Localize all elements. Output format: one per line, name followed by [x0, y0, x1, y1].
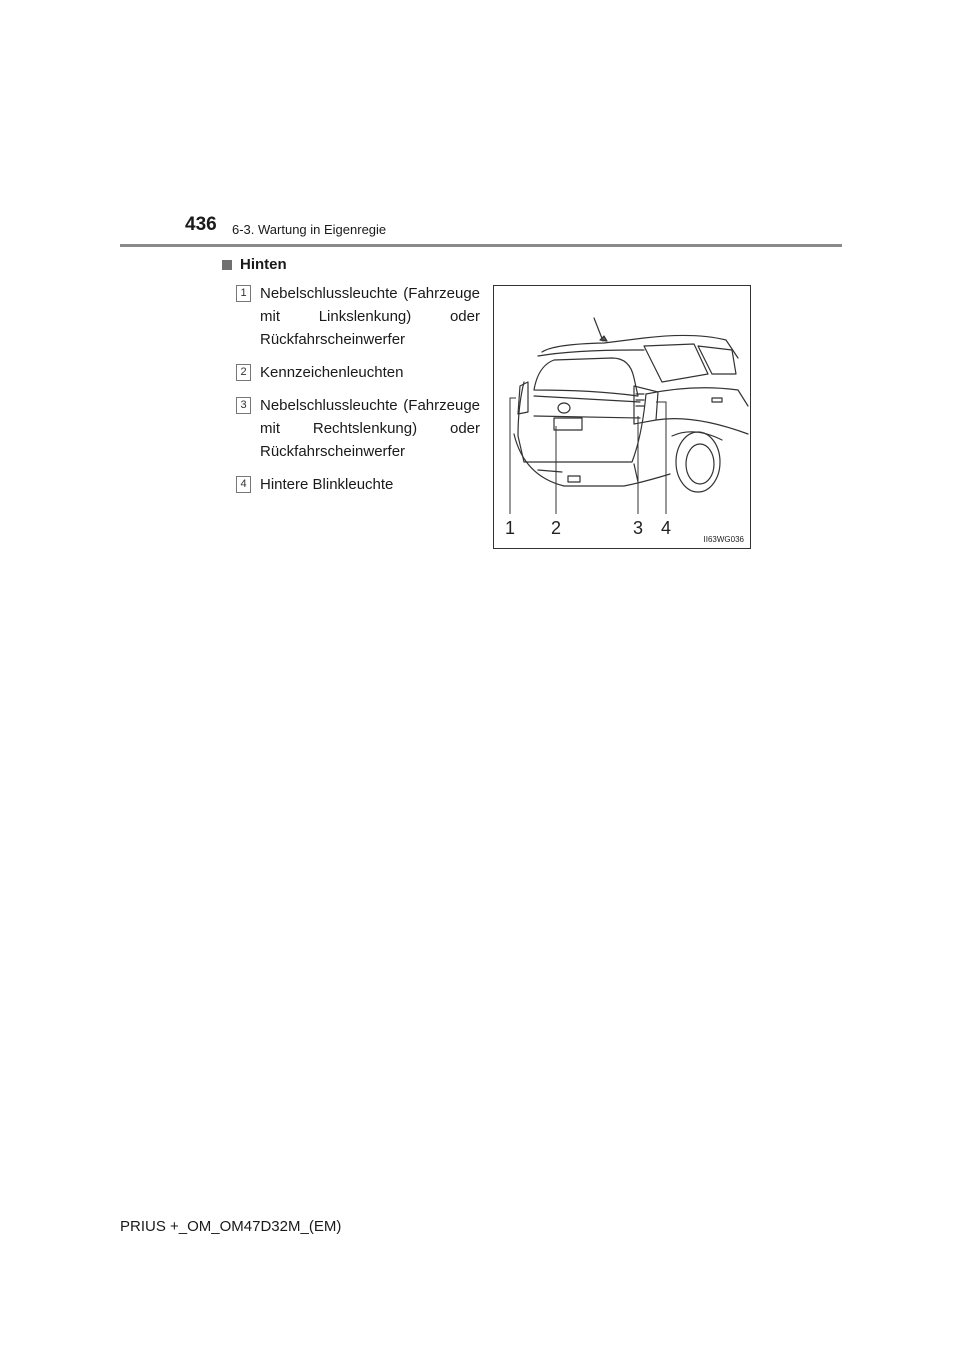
item-number-badge: 3	[236, 397, 251, 414]
callout-2: 2	[550, 518, 562, 538]
item-text: Kennzeichenleuchten	[260, 364, 404, 381]
item-number-badge: 2	[236, 364, 251, 381]
rear-lights-figure	[493, 285, 751, 549]
list-item	[236, 282, 480, 351]
item-text: Hintere Blinkleuchte	[260, 476, 394, 493]
sub-heading-text: Hinten	[240, 256, 287, 273]
list-item	[236, 361, 480, 384]
page-number: 436	[185, 214, 217, 235]
sub-heading	[222, 256, 287, 273]
item-list	[236, 282, 480, 506]
section-title: 6-3. Wartung in Eigenregie	[232, 222, 387, 237]
callout-3: 3	[632, 518, 644, 538]
footer-doc-id: PRIUS +_OM_OM47D32M_(EM)	[120, 1218, 342, 1235]
callout-leaders	[510, 398, 666, 514]
list-item	[236, 473, 480, 496]
item-text: Nebelschlussleuchte (Fahrzeuge mit Linkslenkung) oder Rückfahrscheinwerfer	[260, 285, 480, 348]
square-bullet-icon	[222, 260, 232, 270]
item-text: Nebelschlussleuchte (Fahrzeuge mit Rechtslenkung) oder Rückfahrscheinwerfer	[260, 397, 480, 460]
list-item	[236, 394, 480, 463]
header-divider	[120, 244, 842, 247]
car-rear-illustration	[494, 286, 750, 548]
callout-4: 4	[660, 518, 672, 538]
item-number-badge: 1	[236, 285, 251, 302]
item-number-badge: 4	[236, 476, 251, 493]
figure-code: II63WG036	[703, 535, 744, 544]
callout-1: 1	[504, 518, 516, 538]
